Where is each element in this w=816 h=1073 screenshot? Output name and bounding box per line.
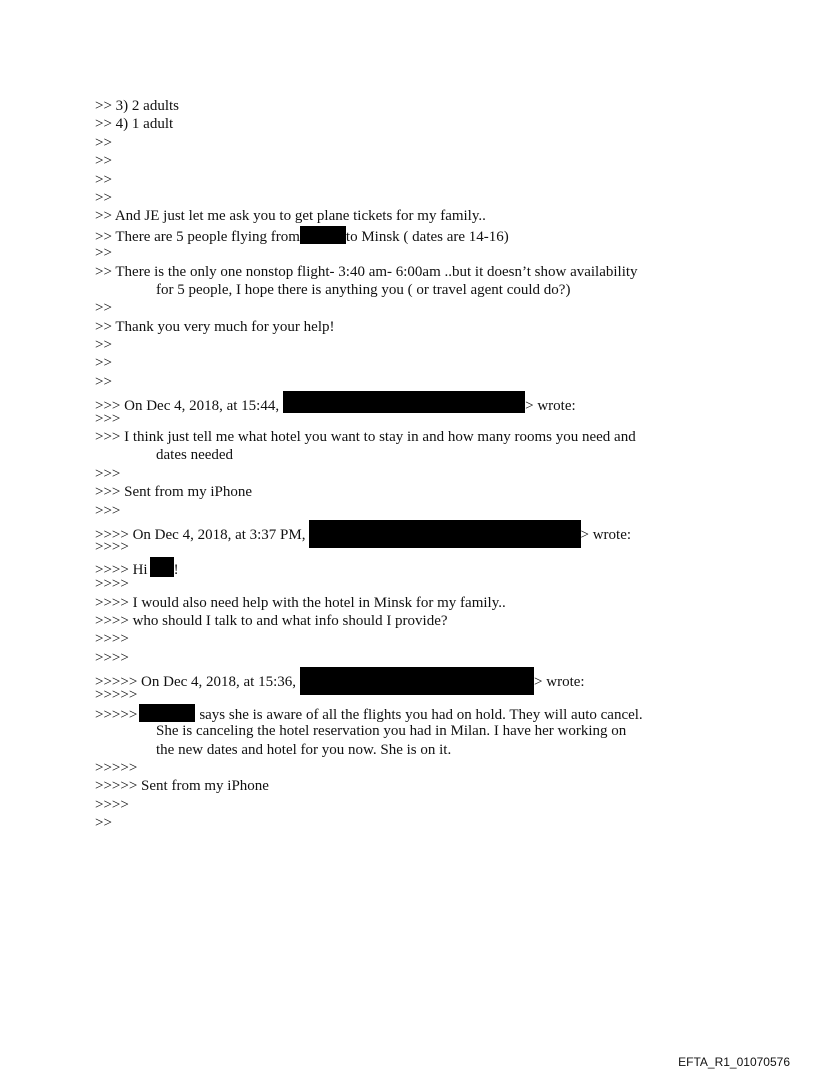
quoted-line: >> And JE just let me ask you to get plane tickets for my family.. <box>95 208 486 225</box>
line-text: says she is aware of all the flights you had on hold. They will auto cancel. <box>199 706 643 723</box>
quoted-line: >>>> <box>95 576 129 593</box>
quoted-line: >>>> I would also need help with the hotel in Minsk for my family.. <box>95 594 506 611</box>
quoted-line: >>>> <box>95 649 129 666</box>
quoted-line: >>> Sent from my iPhone <box>95 484 253 501</box>
line-text: to Minsk ( dates are 14-16) <box>345 228 509 245</box>
email-thread <box>95 97 695 833</box>
quoted-line: >> <box>95 189 112 206</box>
quoted-line: >>>> who should I talk to and what info should I provide? <box>95 612 448 629</box>
quoted-line: >> 4) 1 adult <box>95 116 174 133</box>
line-text: > wrote: <box>525 398 576 415</box>
line-text: > wrote: <box>580 526 632 543</box>
quoted-line: >>> <box>95 410 121 427</box>
redaction-box <box>150 557 174 577</box>
quoted-line: >>> <box>95 465 121 482</box>
line-text: > wrote: <box>534 674 585 691</box>
redaction-box <box>300 667 534 695</box>
quoted-line: >> <box>95 355 112 372</box>
quoted-line: >>> <box>95 502 121 519</box>
email-header-line <box>95 667 695 691</box>
email-header-line <box>95 520 695 543</box>
quoted-line: >> <box>95 171 112 188</box>
quoted-line: >>>> <box>95 796 129 813</box>
quoted-line: >> <box>95 153 112 170</box>
line-text: >>>>> On Dec 4, 2018, at 15:36, <box>95 674 297 691</box>
redaction-box <box>283 391 525 413</box>
wrapped-line: dates needed <box>156 447 234 464</box>
redaction-box <box>300 226 346 244</box>
line-text: >> There are 5 people flying from <box>95 228 300 245</box>
wrapped-line: for 5 people, I hope there is anything you ( or travel agent could do?) <box>156 281 571 298</box>
quoted-line: >> <box>95 815 112 832</box>
quoted-line: >>>>> <box>95 686 138 703</box>
redaction-box <box>309 520 581 548</box>
redaction-box <box>139 704 195 722</box>
quoted-line: >>> I think just tell me what hotel you want to stay in and how many rooms you need and <box>95 429 636 446</box>
quoted-line <box>95 226 695 244</box>
quoted-line: >> <box>95 337 112 354</box>
line-text: >>>> On Dec 4, 2018, at 3:37 PM, <box>95 526 306 543</box>
wrapped-line: She is canceling the hotel reservation you had in Milan. I have her working on <box>156 723 627 740</box>
line-text: >>>> Hi <box>95 561 148 578</box>
quoted-line <box>95 557 695 578</box>
quoted-line: >> 3) 2 adults <box>95 98 179 114</box>
quoted-line: >>>>> Sent from my iPhone <box>95 778 269 795</box>
email-header-line <box>95 391 695 415</box>
line-text: ! <box>173 561 179 578</box>
quoted-line: >> <box>95 134 112 151</box>
quoted-line <box>95 704 695 722</box>
quoted-line: >> There is the only one nonstop flight- 3:40 am- 6:00am ..but it doesn’t show availability <box>95 263 638 280</box>
line-text: >>>>> <box>95 706 138 723</box>
quoted-line: >> <box>95 300 112 317</box>
quoted-line: >> <box>95 373 112 390</box>
wrapped-line: the new dates and hotel for you now. She is on it. <box>156 741 452 758</box>
line-text: >>> On Dec 4, 2018, at 15:44, <box>95 398 280 415</box>
quoted-line: >> <box>95 245 112 262</box>
quoted-line: >>>> <box>95 539 129 556</box>
quoted-line: >>>>> <box>95 760 138 777</box>
document-id: EFTA_R1_01070576 <box>678 1055 790 1069</box>
quoted-line: >>>> <box>95 631 129 648</box>
quoted-line: >> Thank you very much for your help! <box>95 318 335 335</box>
